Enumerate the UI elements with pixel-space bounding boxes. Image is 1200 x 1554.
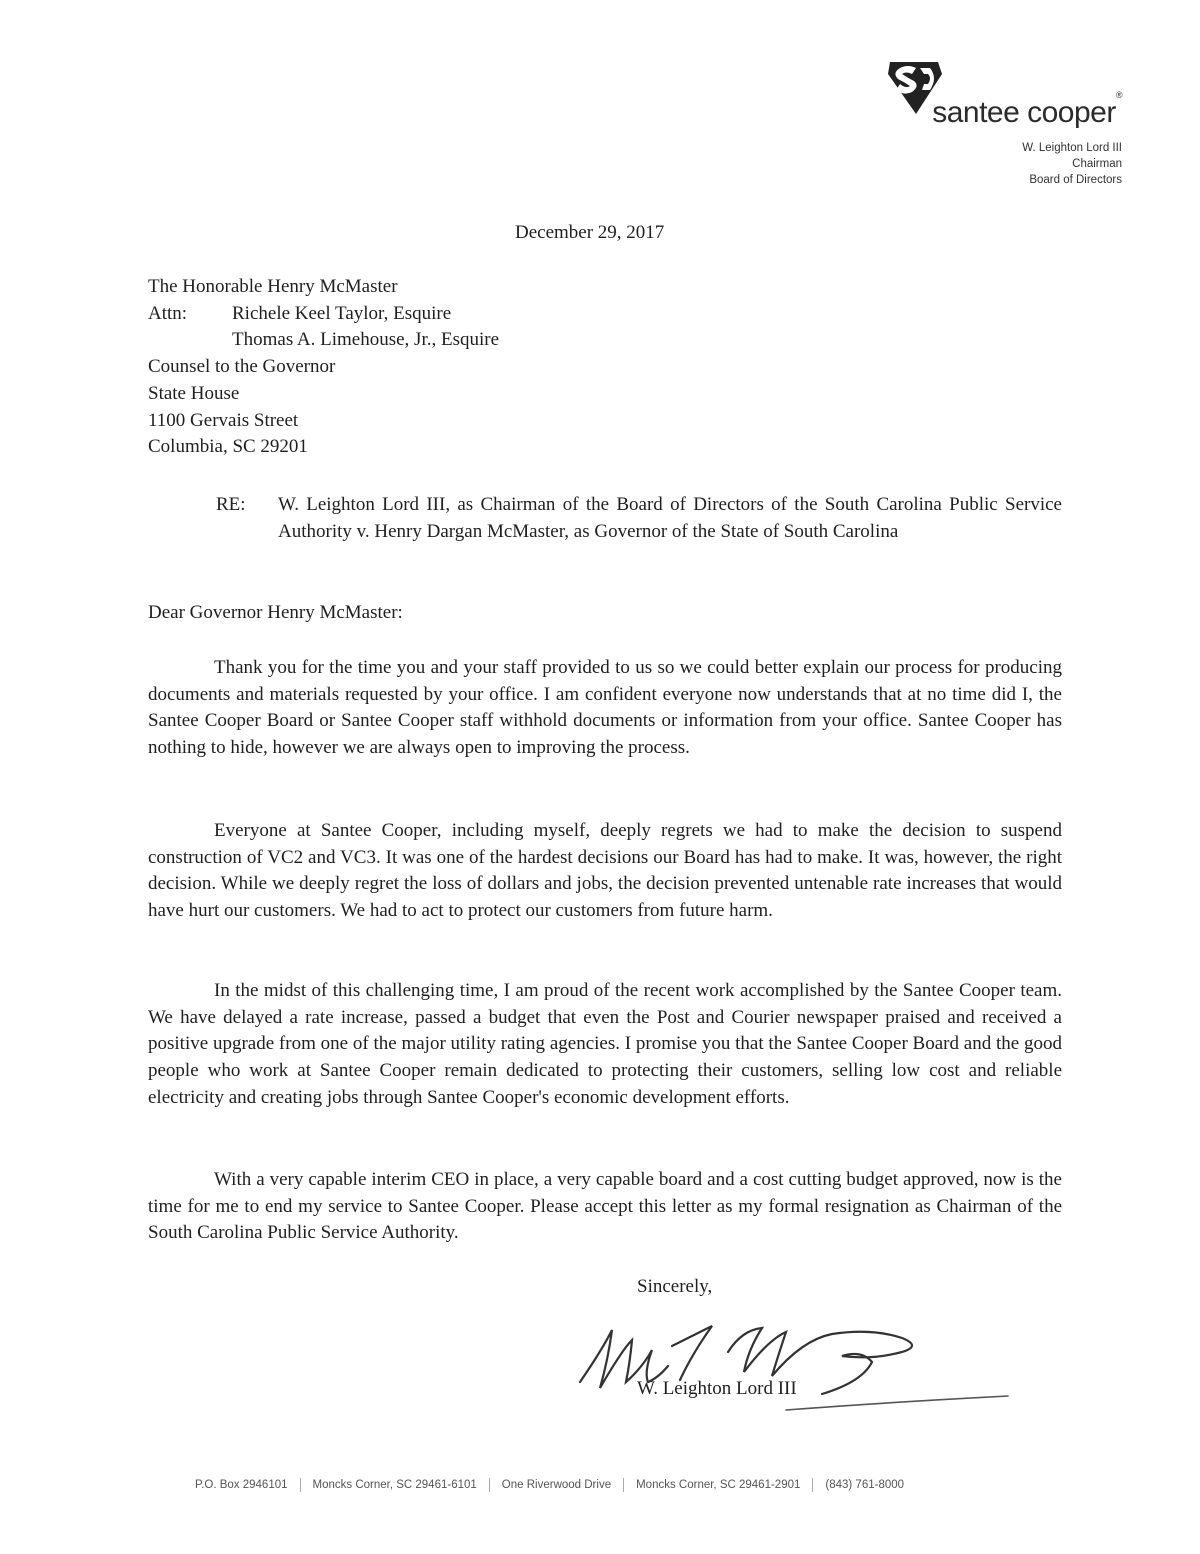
attn-label: Attn:	[148, 302, 188, 324]
letterhead-name: W. Leighton Lord III	[1022, 142, 1122, 154]
recipient-address	[148, 274, 499, 461]
signature-icon	[572, 1310, 1012, 1430]
letter-date: December 29, 2017	[515, 222, 665, 243]
address-line: State House	[148, 382, 240, 404]
body-paragraph: Everyone at Santee Cooper, including myself, deeply regrets we had to make the decision to suspend construction of VC2 and VC3. It was one of the hardest decisions our Board has had to make. It was, however, the right decision. While we deeply regret the loss of dollars and jobs, the decision prevented untenable rate increases that would have hurt our customers. We had to act to protect our customers from future harm.	[148, 820, 1062, 922]
footer-phone: (843) 761-8000	[825, 1479, 905, 1491]
address-line: 1100 Gervais Street	[148, 409, 299, 431]
brand-name: santee cooper	[932, 96, 1116, 129]
logo	[886, 52, 1122, 130]
registered-mark: ®	[1115, 90, 1122, 100]
footer-divider	[300, 1478, 301, 1492]
salutation: Dear Governor Henry McMaster:	[148, 602, 403, 623]
footer	[195, 1478, 1035, 1492]
attn-line-1: Richele Keel Taylor, Esquire	[232, 302, 452, 324]
re-label: RE:	[216, 494, 246, 515]
footer-divider	[489, 1478, 490, 1492]
footer-city-2: Moncks Corner, SC 29461-2901	[636, 1479, 801, 1491]
footer-divider	[812, 1478, 813, 1492]
footer-po-box: P.O. Box 2946101	[195, 1479, 288, 1491]
body-paragraph: Thank you for the time you and your staff provided to us so we could better explain our process for producing documents and materials requested by your office. I am confident everyone now understands that at no time did I, the Santee Cooper Board or Santee Cooper staff withhold documents or information from your office. Santee Cooper has nothing to hide, however we are always open to improving the process.	[148, 657, 1062, 759]
re-text: W. Leighton Lord III, as Chairman of the Board of Directors of the South Carolina Public Service Authority v. Henry Dargan McMaster, as Governor of the State of South Carolina	[278, 494, 1062, 542]
letterhead-org: Board of Directors	[1029, 174, 1122, 186]
body-paragraph: In the midst of this challenging time, I am proud of the recent work accomplished by the Santee Cooper team. We have delayed a rate increase, passed a budget that even the Post and Courier newspaper praised and received a positive upgrade from one of the major utility rating agencies. I promise you that the Santee Cooper Board and the good people who work at Santee Cooper remain dedicated to protecting their customers, selling low cost and reliable electricity and creating jobs through Santee Cooper's economic development efforts.	[148, 980, 1062, 1108]
footer-city-1: Moncks Corner, SC 29461-6101	[312, 1479, 477, 1491]
letterhead-title: Chairman	[1072, 158, 1122, 170]
re-line	[216, 492, 1062, 545]
attn-line-2: Thomas A. Limehouse, Jr., Esquire	[232, 329, 500, 351]
recipient-name: The Honorable Henry McMaster	[148, 276, 398, 297]
address-line: Columbia, SC 29201	[148, 436, 308, 458]
signatory-name: W. Leighton Lord III	[637, 1378, 797, 1399]
closing: Sincerely,	[637, 1276, 713, 1297]
body-paragraph: With a very capable interim CEO in place, a very capable board and a cost cutting budget approved, now is the time for me to end my service to Santee Cooper. Please accept this letter as my formal resignation as Chairman of the South Carolina Public Service Authority.	[148, 1169, 1062, 1244]
footer-street: One Riverwood Drive	[501, 1479, 612, 1491]
address-line: Counsel to the Governor	[148, 356, 336, 378]
letterhead	[886, 52, 1122, 188]
footer-divider	[623, 1478, 624, 1492]
